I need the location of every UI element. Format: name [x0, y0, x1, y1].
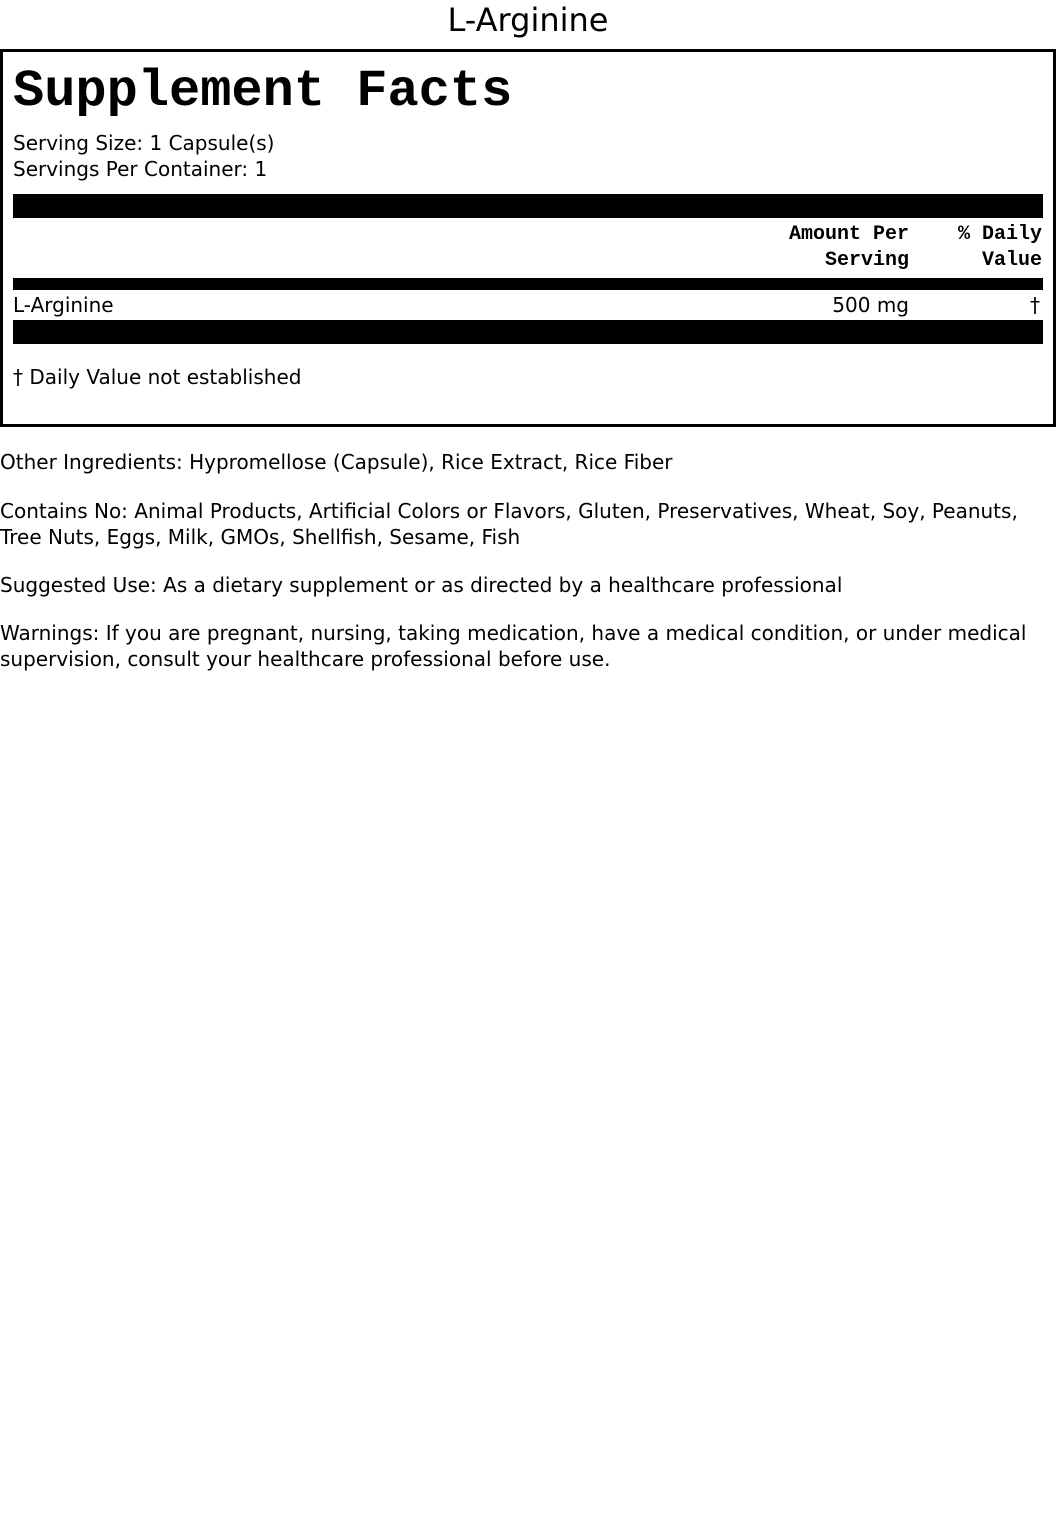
daily-value-footnote: † Daily Value not established — [13, 365, 302, 389]
dv-header-line1: % Daily — [957, 223, 1042, 246]
daily-value-header — [958, 222, 1042, 274]
supplement-facts-panel — [0, 49, 1056, 427]
dv-header-line2: Value — [981, 249, 1042, 272]
medium-divider — [13, 278, 1043, 290]
ingredient-name: L-Arginine — [13, 293, 114, 317]
serving-size: Serving Size: 1 Capsule(s) — [13, 131, 275, 155]
amount-header-line2: Serving — [824, 249, 909, 272]
thick-divider-top — [13, 194, 1043, 218]
product-title: L-Arginine — [447, 1, 609, 39]
thick-divider-bottom — [13, 320, 1043, 344]
warnings: Warnings: If you are pregnant, nursing, taking medication, have a medical condition, or under medical supervision, consult your healthcare professional before use. — [0, 621, 1027, 671]
facts-heading: Supplement Facts — [13, 62, 513, 121]
suggested-use: Suggested Use: As a dietary supplement or as directed by a healthcare professional — [0, 573, 843, 597]
other-ingredients: Other Ingredients: Hypromellose (Capsule), Rice Extract, Rice Fiber — [0, 450, 673, 474]
amount-header-line1: Amount Per — [788, 223, 909, 246]
ingredient-daily-value: † — [1030, 293, 1040, 317]
contains-no: Contains No: Animal Products, Artificial Colors or Flavors, Gluten, Preservatives, Wheat, Soy, Peanuts, Tree Nuts, Eggs, Milk, GMOs, Shellfish, Sesame, Fish — [0, 499, 1018, 549]
ingredient-amount: 500 mg — [832, 293, 909, 317]
amount-per-serving-header — [789, 222, 909, 274]
servings-per-container: Servings Per Container: 1 — [13, 157, 268, 181]
